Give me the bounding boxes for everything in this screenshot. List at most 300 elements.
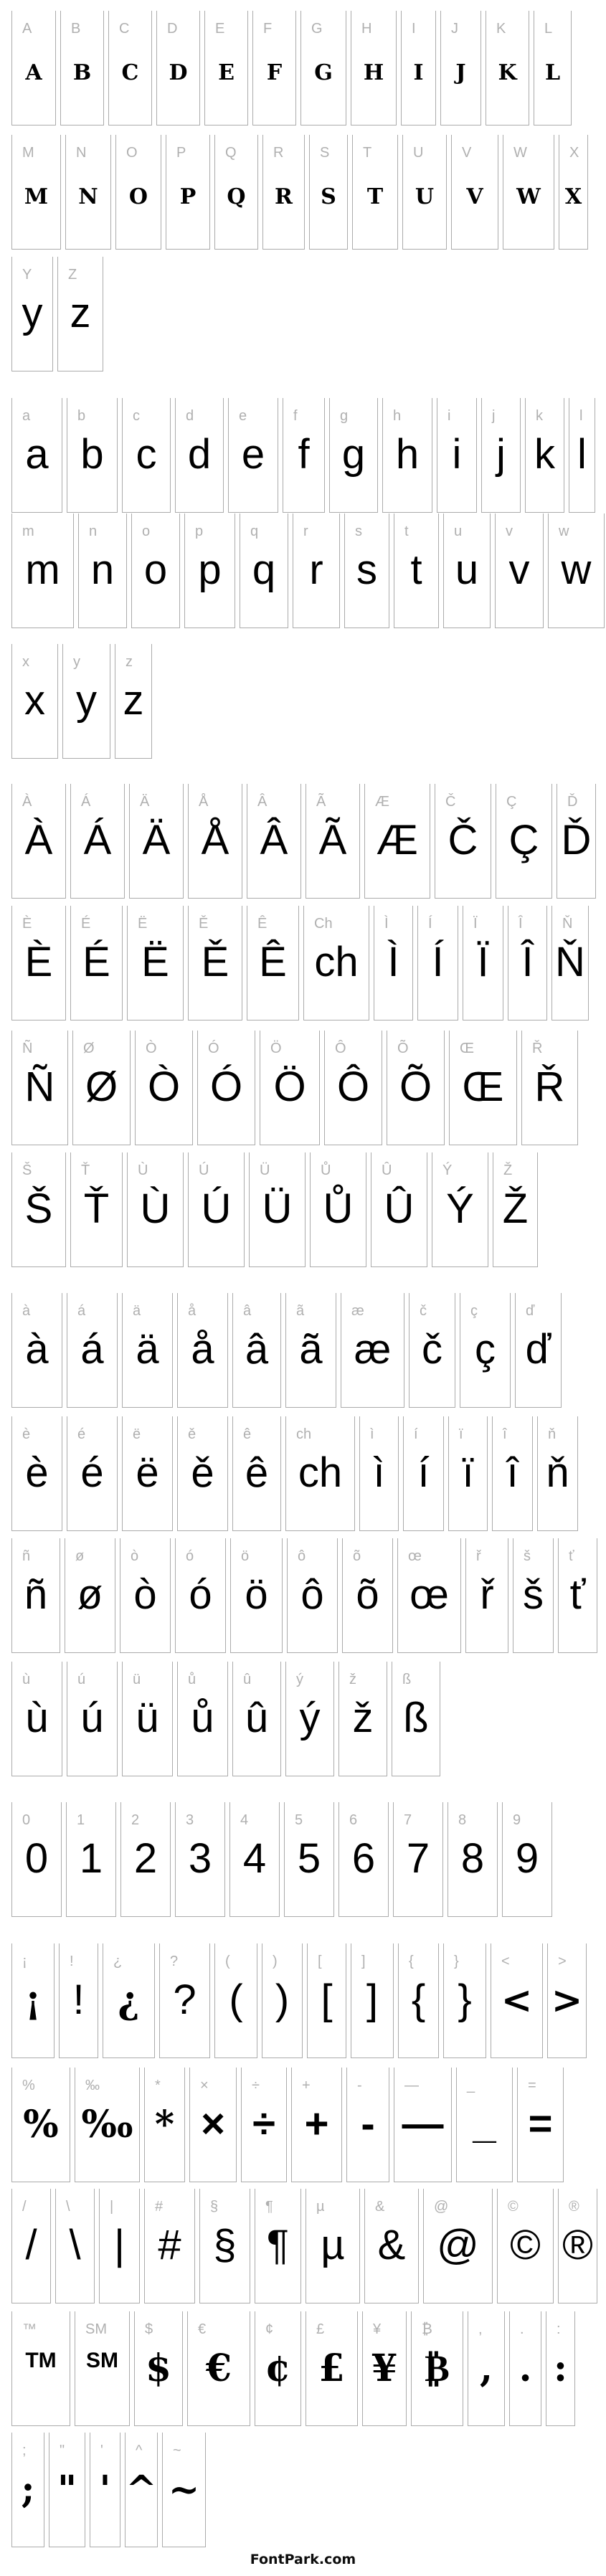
glyph-cell xyxy=(214,1943,257,2058)
glyph-sample: w xyxy=(561,546,592,593)
glyph-sample-box xyxy=(67,1416,117,1497)
glyph-cell xyxy=(120,1538,171,1653)
glyph-cell xyxy=(537,1416,578,1531)
glyph-label: SM xyxy=(85,2321,107,2337)
glyph-sample: ž xyxy=(352,1695,374,1741)
glyph-label: = xyxy=(528,2078,536,2093)
glyph-label: d xyxy=(186,408,194,424)
glyph-cell xyxy=(184,513,235,628)
glyph-sample-box xyxy=(311,1152,366,1233)
glyph-cell xyxy=(513,1538,554,1653)
glyph-sample-box xyxy=(496,784,551,864)
glyph-sample: 3 xyxy=(188,1835,212,1882)
glyph-sample-box xyxy=(60,1943,98,2024)
glyph-label: Ď xyxy=(567,794,578,810)
glyph-label: 0 xyxy=(22,1812,31,1828)
glyph-label: — xyxy=(404,2078,419,2093)
glyph-sample-box xyxy=(128,906,183,986)
glyph-cell xyxy=(72,1031,131,1145)
glyph-cell xyxy=(65,135,111,250)
glyph-sample: . xyxy=(519,2347,532,2390)
glyph-sample: ? xyxy=(173,1976,197,2023)
glyph-label: ø xyxy=(75,1548,85,1564)
glyph-sample: 4 xyxy=(242,1835,267,1882)
glyph-sample: S xyxy=(321,184,336,209)
glyph-sample: t xyxy=(410,546,422,593)
glyph-sample-box xyxy=(288,1538,337,1619)
glyph-sample: ® xyxy=(562,2222,593,2268)
glyph-sample: ch xyxy=(298,1449,343,1496)
glyph-sample: TM xyxy=(25,2349,57,2372)
glyph-sample: ] xyxy=(366,1976,379,2023)
glyph-label: D xyxy=(167,21,178,37)
glyph-sample: û xyxy=(245,1695,269,1741)
glyph-label: A xyxy=(22,21,32,37)
glyph-sample: ‰ xyxy=(81,2103,133,2146)
glyph-cell xyxy=(255,2311,301,2426)
glyph-label: ú xyxy=(77,1672,86,1687)
glyph-cell xyxy=(11,513,74,628)
glyph-cell xyxy=(252,11,296,126)
glyph-sample: y xyxy=(22,290,43,336)
glyph-sample-box xyxy=(12,1538,60,1619)
glyph-sample: Ř xyxy=(534,1064,565,1110)
glyph-label: T xyxy=(363,145,372,161)
glyph-label: ë xyxy=(133,1426,141,1442)
glyph-label: S xyxy=(320,145,330,161)
glyph-sample-box xyxy=(403,135,446,209)
glyph-cell xyxy=(486,11,529,126)
glyph-sample: ď xyxy=(525,1326,551,1373)
glyph-label: ž xyxy=(349,1672,356,1687)
glyph-sample: ô xyxy=(300,1571,324,1618)
glyph-label: X xyxy=(569,145,579,161)
glyph-sample: W xyxy=(516,184,541,209)
glyph-cell xyxy=(260,1031,320,1145)
glyph-sample-box xyxy=(493,1152,537,1233)
glyph-sample-box xyxy=(250,1152,305,1233)
glyph-sample: d xyxy=(187,431,212,478)
glyph-sample: â xyxy=(245,1326,269,1373)
glyph-label: Â xyxy=(257,794,268,810)
glyph-cell xyxy=(67,1662,118,1776)
glyph-sample-box xyxy=(12,2311,70,2373)
glyph-cell xyxy=(177,1416,228,1531)
glyph-sample-box xyxy=(482,398,520,478)
glyph-sample-box xyxy=(75,2311,129,2373)
glyph-sample-box xyxy=(306,2311,357,2390)
glyph-sample: ö xyxy=(245,1571,268,1618)
glyph-sample-box xyxy=(448,1802,497,1883)
glyph-sample: È xyxy=(24,939,53,985)
glyph-sample-box xyxy=(402,11,435,85)
glyph-cell xyxy=(108,11,152,126)
glyph-label: y xyxy=(73,654,80,670)
glyph-label: ň xyxy=(548,1426,557,1442)
glyph-sample: D xyxy=(169,60,188,85)
glyph-sample-box xyxy=(444,513,490,594)
glyph-sample-box xyxy=(233,1662,280,1742)
glyph-cell xyxy=(521,1031,578,1145)
glyph-label: Å xyxy=(199,794,209,810)
glyph-sample: R xyxy=(275,184,293,209)
glyph-sample: ó xyxy=(189,1571,212,1618)
glyph-cell xyxy=(306,2311,358,2426)
glyph-cell xyxy=(67,1416,118,1531)
glyph-label: ) xyxy=(273,1954,278,1969)
glyph-label: é xyxy=(77,1426,86,1442)
glyph-sample-box xyxy=(120,1538,170,1619)
glyph-sample: y xyxy=(76,677,97,724)
glyph-label: æ xyxy=(351,1303,364,1319)
glyph-sample: Í xyxy=(432,939,444,985)
glyph-label: v xyxy=(506,524,513,539)
glyph-row-13 xyxy=(11,1538,597,1653)
glyph-cell xyxy=(11,2189,51,2303)
glyph-sample: Ì xyxy=(387,939,399,985)
glyph-sample: Î xyxy=(521,939,534,985)
glyph-cell xyxy=(394,2068,452,2182)
glyph-label: Ô xyxy=(335,1041,346,1056)
glyph-sample: Ö xyxy=(273,1064,306,1110)
glyph-label: Ù xyxy=(138,1162,148,1178)
glyph-cell xyxy=(460,1293,511,1408)
glyph-sample-box xyxy=(12,784,65,864)
glyph-label: ö xyxy=(241,1548,250,1564)
glyph-sample-box xyxy=(262,1943,302,2024)
glyph-sample-box xyxy=(306,784,359,864)
glyph-sample-box xyxy=(12,1802,61,1883)
glyph-label: × xyxy=(200,2078,209,2093)
glyph-sample-box xyxy=(449,1416,487,1497)
glyph-sample-box xyxy=(65,1538,115,1619)
glyph-sample-box xyxy=(12,1031,67,1111)
glyph-sample-box xyxy=(347,2068,389,2148)
glyph-label: ^ xyxy=(136,2443,143,2458)
glyph-sample: É xyxy=(82,939,110,985)
glyph-cell xyxy=(156,11,200,126)
glyph-label: ¿ xyxy=(113,1954,123,1969)
glyph-sample: v xyxy=(508,546,530,593)
glyph-sample-box xyxy=(163,2433,205,2511)
glyph-sample-box xyxy=(559,1538,597,1619)
glyph-label: ä xyxy=(133,1303,141,1319)
glyph-sample: Õ xyxy=(399,1064,432,1110)
glyph-label: 8 xyxy=(458,1812,467,1828)
glyph-cell xyxy=(11,644,58,759)
glyph-label: + xyxy=(302,2078,311,2093)
glyph-cell xyxy=(300,11,346,126)
glyph-label: a xyxy=(22,408,31,424)
glyph-cell xyxy=(547,1943,587,2058)
glyph-sample: č xyxy=(422,1326,442,1373)
glyph-cell xyxy=(103,1943,155,2058)
glyph-cell xyxy=(371,1152,427,1267)
glyph-label: e xyxy=(239,408,247,424)
glyph-sample: ß xyxy=(403,1695,429,1741)
glyph-label: ß xyxy=(402,1672,412,1687)
glyph-cell xyxy=(285,1416,355,1531)
glyph-cell xyxy=(448,1802,498,1917)
glyph-cell xyxy=(403,1416,444,1531)
glyph-sample: š xyxy=(523,1571,544,1618)
glyph-cell xyxy=(166,135,210,250)
glyph-sample: > xyxy=(551,1979,583,2022)
glyph-cell xyxy=(232,1416,281,1531)
glyph-sample: M xyxy=(24,184,49,209)
glyph-sample-box xyxy=(190,2068,236,2148)
glyph-cell xyxy=(11,135,61,250)
glyph-sample: ã xyxy=(299,1326,323,1373)
glyph-label: í xyxy=(414,1426,418,1442)
glyph-label: L xyxy=(544,21,553,37)
glyph-label: Q xyxy=(225,145,237,161)
glyph-cell xyxy=(197,1031,255,1145)
glyph-label: Ü xyxy=(260,1162,270,1178)
glyph-row-4 xyxy=(11,398,595,513)
glyph-sample: * xyxy=(154,2103,175,2146)
glyph-label: š xyxy=(524,1548,531,1564)
glyph-sample-box xyxy=(49,2433,85,2511)
glyph-label: µ xyxy=(316,2199,325,2215)
glyph-sample-box xyxy=(233,1293,280,1373)
glyph-cell xyxy=(247,906,299,1021)
glyph-label: ® xyxy=(569,2199,579,2215)
glyph-cell xyxy=(177,1293,228,1408)
glyph-sample-box xyxy=(233,1416,280,1497)
glyph-label: ‰ xyxy=(85,2078,100,2093)
glyph-sample: + xyxy=(304,2101,329,2147)
glyph-label: Ñ xyxy=(22,1041,33,1056)
glyph-sample-box xyxy=(58,257,103,337)
glyph-cell xyxy=(144,2189,195,2303)
glyph-sample: , xyxy=(479,2347,493,2390)
glyph-cell xyxy=(11,398,62,513)
glyph-label: @ xyxy=(434,2199,449,2215)
glyph-sample: õ xyxy=(356,1571,379,1618)
glyph-sample: Q xyxy=(227,184,246,209)
glyph-label: ò xyxy=(131,1548,139,1564)
glyph-sample-box xyxy=(12,1662,62,1742)
glyph-sample-box xyxy=(285,1802,333,1883)
glyph-label: Ï xyxy=(473,916,478,932)
glyph-sample-box xyxy=(286,1662,333,1742)
glyph-cell xyxy=(364,784,430,899)
glyph-sample: × xyxy=(201,2101,225,2147)
glyph-label: x xyxy=(22,654,29,670)
glyph-label: P xyxy=(176,145,186,161)
glyph-label: Ç xyxy=(506,794,517,810)
glyph-label: $ xyxy=(145,2321,153,2337)
glyph-sample-box xyxy=(486,11,529,85)
glyph-sample-box xyxy=(230,1802,279,1883)
glyph-row-12 xyxy=(11,1416,578,1531)
glyph-cell xyxy=(188,1152,245,1267)
glyph-sample-box xyxy=(308,1943,346,2024)
glyph-sample-box xyxy=(130,784,183,864)
glyph-sample-box xyxy=(123,398,170,478)
glyph-sample-box xyxy=(12,906,65,986)
glyph-sample: å xyxy=(191,1326,214,1373)
glyph-label: ' xyxy=(100,2443,103,2458)
glyph-cell xyxy=(187,2311,250,2426)
glyph-cell xyxy=(285,1293,336,1408)
glyph-sample-box xyxy=(457,2068,512,2148)
glyph-sample: ¶ xyxy=(266,2222,290,2268)
glyph-sample: $ xyxy=(145,2347,172,2390)
glyph-sample-box xyxy=(452,135,498,209)
glyph-cell xyxy=(78,513,127,628)
glyph-cell xyxy=(188,784,242,899)
glyph-sample: Ø xyxy=(85,1064,118,1110)
glyph-cell xyxy=(387,1031,445,1145)
glyph-cell xyxy=(359,1416,399,1531)
glyph-sample-box xyxy=(363,2311,406,2390)
glyph-sample: 1 xyxy=(79,1835,103,1882)
glyph-label: õ xyxy=(353,1548,361,1564)
glyph-cell xyxy=(496,784,552,899)
glyph-sample: Ň xyxy=(555,939,585,985)
glyph-cell xyxy=(411,2311,463,2426)
glyph-sample-box xyxy=(441,11,480,85)
glyph-sample: a xyxy=(25,431,49,478)
glyph-label: Š xyxy=(22,1162,32,1178)
glyph-sample: Œ xyxy=(462,1064,504,1110)
glyph-cell xyxy=(352,135,398,250)
glyph-cell xyxy=(551,906,589,1021)
glyph-cell xyxy=(57,257,103,371)
glyph-sample: O xyxy=(128,184,148,209)
glyph-sample: i xyxy=(452,431,462,478)
glyph-sample: Ú xyxy=(201,1185,232,1232)
glyph-sample-box xyxy=(283,398,324,478)
glyph-sample-box xyxy=(330,398,377,478)
glyph-sample: ch xyxy=(314,939,359,985)
glyph-sample: U xyxy=(415,184,435,209)
glyph-sample: A xyxy=(25,60,42,85)
glyph-cell xyxy=(508,906,547,1021)
glyph-sample-box xyxy=(12,1943,54,2022)
glyph-sample-box xyxy=(71,784,124,864)
glyph-sample-box xyxy=(242,2068,286,2148)
glyph-cell xyxy=(204,11,248,126)
glyph-sample: Ť xyxy=(83,1185,110,1232)
glyph-label: å xyxy=(188,1303,197,1319)
glyph-sample-box xyxy=(409,1293,455,1373)
glyph-sample: q xyxy=(252,546,276,593)
glyph-cell xyxy=(188,906,242,1021)
glyph-sample: Ã xyxy=(318,817,347,863)
glyph-cell xyxy=(11,2311,70,2426)
glyph-cell xyxy=(382,398,432,513)
glyph-cell xyxy=(135,1031,193,1145)
glyph-row-9 xyxy=(11,1031,578,1145)
glyph-label: { xyxy=(409,1954,414,1969)
glyph-cell xyxy=(262,1943,303,2058)
glyph-label: ¢ xyxy=(265,2321,274,2337)
glyph-label: Ò xyxy=(146,1041,157,1056)
glyph-label: J xyxy=(451,21,458,37)
glyph-sample: g xyxy=(341,431,366,478)
glyph-cell xyxy=(435,784,491,899)
glyph-sample-box xyxy=(12,2189,50,2269)
glyph-sample-box xyxy=(176,398,223,478)
glyph-cell xyxy=(11,1031,68,1145)
glyph-sample: : xyxy=(553,2347,568,2390)
glyph-sample: b xyxy=(80,431,104,478)
glyph-cell xyxy=(199,2189,250,2303)
glyph-sample: P xyxy=(179,184,197,209)
glyph-label: Í xyxy=(428,916,432,932)
glyph-label: | xyxy=(110,2199,114,2215)
glyph-sample-box xyxy=(301,11,346,85)
glyph-cell xyxy=(115,135,161,250)
glyph-label: m xyxy=(22,524,34,539)
glyph-cell xyxy=(11,2433,44,2547)
glyph-sample-box xyxy=(79,513,126,594)
glyph-cell xyxy=(558,1538,597,1653)
glyph-cell xyxy=(338,1802,389,1917)
glyph-sample: c xyxy=(136,431,157,478)
glyph-sample: Ä xyxy=(142,817,171,863)
glyph-sample: ñ xyxy=(24,1571,48,1618)
glyph-sample: á xyxy=(80,1326,104,1373)
glyph-sample: { xyxy=(411,1976,426,2023)
glyph-label: ü xyxy=(133,1672,141,1687)
glyph-sample-box xyxy=(513,1538,553,1619)
glyph-label: Õ xyxy=(397,1041,409,1056)
glyph-cell xyxy=(463,906,503,1021)
glyph-sample: G xyxy=(314,60,333,85)
glyph-sample: Ě xyxy=(201,939,229,985)
glyph-sample-box xyxy=(12,2433,44,2511)
glyph-cell xyxy=(66,1802,116,1917)
glyph-label: ₿ xyxy=(422,2321,432,2337)
glyph-label: Á xyxy=(81,794,91,810)
glyph-label: z xyxy=(126,654,133,670)
glyph-sample-box xyxy=(491,1943,542,2022)
glyph-sample: z xyxy=(123,677,144,724)
glyph-cell xyxy=(493,1152,538,1267)
glyph-label: ě xyxy=(188,1426,197,1442)
glyph-sample: Ç xyxy=(508,817,539,863)
glyph-sample-box xyxy=(66,135,110,209)
glyph-sample-box xyxy=(253,11,295,85)
glyph-sample-box xyxy=(255,2189,300,2269)
glyph-label: ¶ xyxy=(265,2199,273,2215)
glyph-sample: 9 xyxy=(515,1835,539,1882)
glyph-sample: ; xyxy=(21,2468,35,2511)
glyph-label: Ì xyxy=(384,916,389,932)
glyph-sample: œ xyxy=(409,1571,449,1618)
glyph-sample: ₿ xyxy=(425,2347,450,2390)
glyph-sample-box xyxy=(178,1293,227,1373)
glyph-cell xyxy=(557,784,596,899)
glyph-cell xyxy=(229,1802,280,1917)
glyph-cell xyxy=(394,513,439,628)
glyph-label: o xyxy=(142,524,151,539)
glyph-cell xyxy=(465,1538,508,1653)
glyph-sample: % xyxy=(23,2103,59,2146)
glyph-cell xyxy=(481,398,521,513)
glyph-sample-box xyxy=(538,1416,577,1497)
glyph-label: * xyxy=(155,2078,161,2093)
glyph-sample-box xyxy=(498,2189,553,2269)
glyph-sample: ò xyxy=(133,1571,157,1618)
glyph-sample: B xyxy=(72,60,92,85)
glyph-cell xyxy=(402,135,447,250)
glyph-cell xyxy=(162,2433,206,2547)
